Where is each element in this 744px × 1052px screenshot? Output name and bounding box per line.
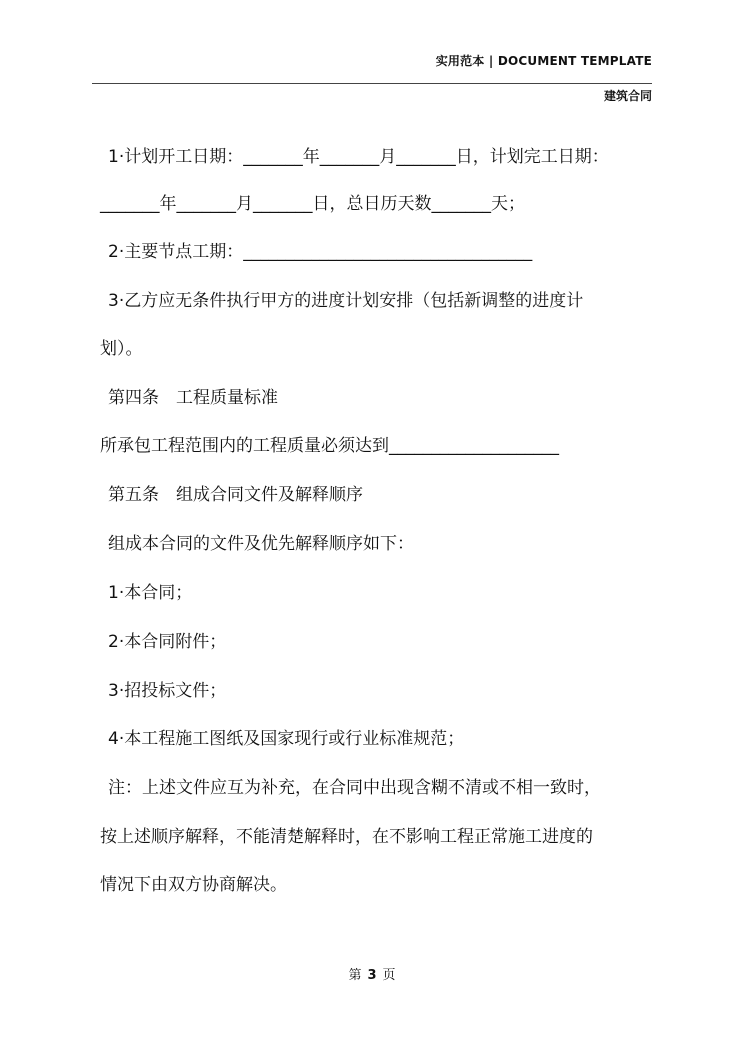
note-line-2: 按上述顺序解释，不能清楚解释时，在不影响工程正常施工进度的 xyxy=(100,827,593,847)
clause-progress-plan: 3·乙方应无条件执行甲方的进度计划安排（包括新调整的进度计 xyxy=(108,291,584,311)
page-footer xyxy=(0,964,744,983)
footer-suffix: 页 xyxy=(382,968,396,983)
page-number: 3 xyxy=(367,968,377,983)
header-document-template: 实用范本 | DOCUMENT TEMPLATE xyxy=(435,54,652,68)
header-divider xyxy=(92,83,652,84)
quality-requirement: 所承包工程范围内的工程质量必须达到____________________ xyxy=(100,436,559,456)
documents-intro: 组成本合同的文件及优先解释顺序如下： xyxy=(108,534,414,554)
document-item-4: 4·本工程施工图纸及国家现行或行业标准规范； xyxy=(108,729,465,749)
document-item-3: 3·招投标文件； xyxy=(108,681,227,701)
document-item-2: 2·本合同附件； xyxy=(108,632,227,652)
header-contract-type: 建筑合同 xyxy=(603,89,652,103)
clause-milestone-schedule: 2·主要节点工期：__________________________________ xyxy=(108,242,533,262)
document-item-1: 1·本合同； xyxy=(108,583,193,603)
note-line-3: 情况下由双方协商解决。 xyxy=(100,875,287,895)
clause-progress-plan-cont: 划）。 xyxy=(100,339,143,359)
footer-prefix: 第 xyxy=(348,968,362,983)
clause-schedule-start-date: 1·计划开工日期：_______年_______月_______日，计划完工日期： xyxy=(108,147,609,167)
article-4-heading: 第四条 工程质量标准 xyxy=(108,388,278,408)
note-line-1: 注：上述文件应互为补充，在合同中出现含糊不清或不相一致时， xyxy=(108,778,601,798)
clause-schedule-end-date: _______年_______月_______日，总日历天数_______天； xyxy=(100,194,525,214)
article-5-heading: 第五条 组成合同文件及解释顺序 xyxy=(108,485,363,505)
